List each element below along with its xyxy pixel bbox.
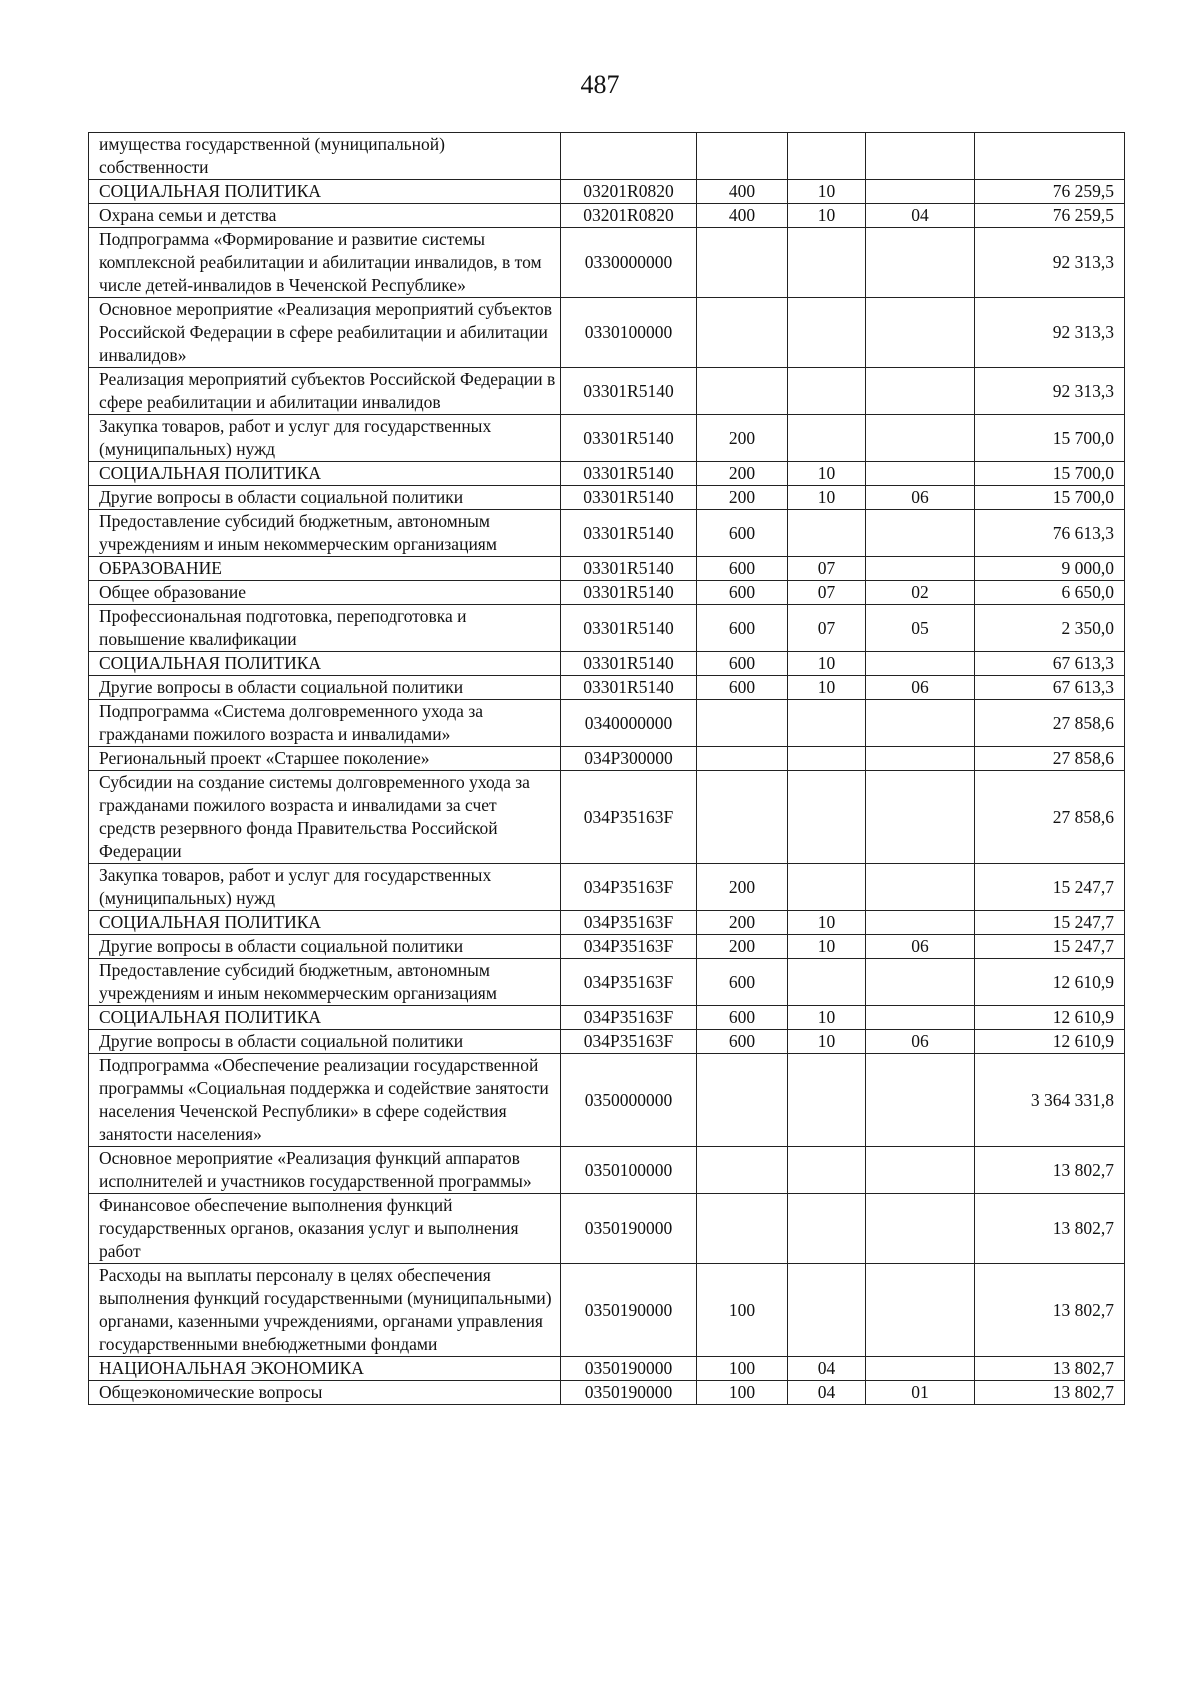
row-amount: 12 610,9 — [975, 1030, 1125, 1054]
row-code: 03301R5140 — [561, 676, 697, 700]
table-row — [89, 1381, 1125, 1405]
row-code: 034P35163F — [561, 864, 697, 911]
table-row — [89, 771, 1125, 864]
row-subsection — [866, 298, 975, 368]
row-expense-type: 600 — [697, 557, 788, 581]
row-name: Другие вопросы в области социальной политики — [89, 935, 561, 959]
row-amount: 27 858,6 — [975, 771, 1125, 864]
table-row — [89, 959, 1125, 1006]
row-code: 0350190000 — [561, 1194, 697, 1264]
row-amount: 76 259,5 — [975, 180, 1125, 204]
row-amount: 15 247,7 — [975, 864, 1125, 911]
row-amount: 15 247,7 — [975, 935, 1125, 959]
row-code: 03301R5140 — [561, 462, 697, 486]
row-amount: 27 858,6 — [975, 747, 1125, 771]
table-row — [89, 700, 1125, 747]
row-section: 10 — [788, 486, 866, 510]
row-subsection: 02 — [866, 581, 975, 605]
row-name: Подпрограмма «Обеспечение реализации государственной программы «Социальная поддержка и содействие занятости населения Чеченской Республики» в сфере содействия занятости населения» — [89, 1054, 561, 1147]
row-subsection — [866, 747, 975, 771]
row-section: 10 — [788, 204, 866, 228]
row-amount: 92 313,3 — [975, 368, 1125, 415]
row-code: 034P300000 — [561, 747, 697, 771]
row-amount: 3 364 331,8 — [975, 1054, 1125, 1147]
row-code: 034P35163F — [561, 911, 697, 935]
row-code: 03301R5140 — [561, 415, 697, 462]
row-subsection — [866, 462, 975, 486]
row-section: 10 — [788, 652, 866, 676]
row-name: СОЦИАЛЬНАЯ ПОЛИТИКА — [89, 1006, 561, 1030]
row-section — [788, 747, 866, 771]
row-amount: 13 802,7 — [975, 1264, 1125, 1357]
table-row — [89, 864, 1125, 911]
row-expense-type: 100 — [697, 1381, 788, 1405]
table-row — [89, 911, 1125, 935]
row-section — [788, 700, 866, 747]
row-name: Реализация мероприятий субъектов Российской Федерации в сфере реабилитации и абилитации инвалидов — [89, 368, 561, 415]
row-expense-type: 600 — [697, 959, 788, 1006]
row-code — [561, 133, 697, 180]
row-name: Общеэкономические вопросы — [89, 1381, 561, 1405]
table-row — [89, 605, 1125, 652]
row-code: 034P35163F — [561, 959, 697, 1006]
row-section — [788, 228, 866, 298]
table-row — [89, 1194, 1125, 1264]
row-expense-type: 200 — [697, 911, 788, 935]
row-code: 034P35163F — [561, 1030, 697, 1054]
table-row — [89, 1357, 1125, 1381]
row-expense-type — [697, 771, 788, 864]
row-section — [788, 771, 866, 864]
table-row — [89, 204, 1125, 228]
row-name: Другие вопросы в области социальной политики — [89, 1030, 561, 1054]
row-section: 10 — [788, 1006, 866, 1030]
row-section: 10 — [788, 180, 866, 204]
table-row — [89, 1030, 1125, 1054]
table-row — [89, 462, 1125, 486]
table-row — [89, 298, 1125, 368]
row-subsection: 05 — [866, 605, 975, 652]
row-code: 034P35163F — [561, 935, 697, 959]
row-subsection: 06 — [866, 486, 975, 510]
row-name: Общее образование — [89, 581, 561, 605]
row-expense-type: 200 — [697, 935, 788, 959]
row-expense-type: 400 — [697, 204, 788, 228]
row-code: 0350000000 — [561, 1054, 697, 1147]
row-subsection — [866, 180, 975, 204]
row-subsection: 01 — [866, 1381, 975, 1405]
row-section: 10 — [788, 935, 866, 959]
row-code: 034P35163F — [561, 771, 697, 864]
row-subsection: 04 — [866, 204, 975, 228]
row-amount: 9 000,0 — [975, 557, 1125, 581]
row-subsection — [866, 1147, 975, 1194]
row-subsection — [866, 652, 975, 676]
table-row — [89, 676, 1125, 700]
row-expense-type: 100 — [697, 1264, 788, 1357]
table-row — [89, 510, 1125, 557]
row-subsection — [866, 700, 975, 747]
row-amount: 6 650,0 — [975, 581, 1125, 605]
row-amount — [975, 133, 1125, 180]
row-amount: 13 802,7 — [975, 1147, 1125, 1194]
row-name: Основное мероприятие «Реализация функций аппаратов исполнителей и участников государственной программы» — [89, 1147, 561, 1194]
table-row — [89, 1006, 1125, 1030]
row-amount: 92 313,3 — [975, 228, 1125, 298]
row-code: 03301R5140 — [561, 605, 697, 652]
budget-table — [88, 132, 1125, 1405]
table-row — [89, 486, 1125, 510]
row-code: 03201R0820 — [561, 180, 697, 204]
row-amount: 92 313,3 — [975, 298, 1125, 368]
row-expense-type: 200 — [697, 486, 788, 510]
row-section — [788, 133, 866, 180]
row-subsection — [866, 959, 975, 1006]
row-code: 0350190000 — [561, 1381, 697, 1405]
row-name: Закупка товаров, работ и услуг для государственных (муниципальных) нужд — [89, 415, 561, 462]
row-amount: 13 802,7 — [975, 1381, 1125, 1405]
row-expense-type: 600 — [697, 605, 788, 652]
row-subsection — [866, 368, 975, 415]
row-name: Закупка товаров, работ и услуг для государственных (муниципальных) нужд — [89, 864, 561, 911]
row-code: 0350190000 — [561, 1264, 697, 1357]
row-amount: 12 610,9 — [975, 959, 1125, 1006]
table-row — [89, 133, 1125, 180]
row-amount: 67 613,3 — [975, 652, 1125, 676]
row-name: Финансовое обеспечение выполнения функций государственных органов, оказания услуг и выполнения работ — [89, 1194, 561, 1264]
table-row — [89, 1054, 1125, 1147]
table-row — [89, 581, 1125, 605]
row-code: 0350100000 — [561, 1147, 697, 1194]
row-subsection: 06 — [866, 935, 975, 959]
row-code: 03301R5140 — [561, 557, 697, 581]
row-expense-type — [697, 747, 788, 771]
row-amount: 27 858,6 — [975, 700, 1125, 747]
row-amount: 15 247,7 — [975, 911, 1125, 935]
row-section — [788, 1147, 866, 1194]
row-section — [788, 1054, 866, 1147]
row-expense-type: 600 — [697, 1030, 788, 1054]
row-name: СОЦИАЛЬНАЯ ПОЛИТИКА — [89, 911, 561, 935]
table-row — [89, 935, 1125, 959]
row-name: Охрана семьи и детства — [89, 204, 561, 228]
row-section: 10 — [788, 911, 866, 935]
row-code: 03301R5140 — [561, 486, 697, 510]
row-amount: 13 802,7 — [975, 1357, 1125, 1381]
row-subsection — [866, 415, 975, 462]
table-row — [89, 1147, 1125, 1194]
row-amount: 76 259,5 — [975, 204, 1125, 228]
row-subsection — [866, 1054, 975, 1147]
table-row — [89, 180, 1125, 204]
row-expense-type: 200 — [697, 864, 788, 911]
row-name: Предоставление субсидий бюджетным, автономным учреждениям и иным некоммерческим организациям — [89, 959, 561, 1006]
row-subsection — [866, 864, 975, 911]
row-name: Основное мероприятие «Реализация мероприятий субъектов Российской Федерации в сфере реабилитации и абилитации инвалидов» — [89, 298, 561, 368]
row-name: НАЦИОНАЛЬНАЯ ЭКОНОМИКА — [89, 1357, 561, 1381]
row-amount: 2 350,0 — [975, 605, 1125, 652]
row-section — [788, 298, 866, 368]
row-code: 03301R5140 — [561, 652, 697, 676]
row-name: СОЦИАЛЬНАЯ ПОЛИТИКА — [89, 180, 561, 204]
row-expense-type: 600 — [697, 581, 788, 605]
row-section — [788, 368, 866, 415]
row-subsection — [866, 228, 975, 298]
row-section: 07 — [788, 605, 866, 652]
row-subsection — [866, 1357, 975, 1381]
row-expense-type — [697, 1147, 788, 1194]
row-expense-type: 600 — [697, 652, 788, 676]
row-subsection — [866, 911, 975, 935]
row-expense-type — [697, 228, 788, 298]
row-code: 034P35163F — [561, 1006, 697, 1030]
row-name: Профессиональная подготовка, переподготовка и повышение квалификации — [89, 605, 561, 652]
row-section: 04 — [788, 1357, 866, 1381]
row-subsection — [866, 1006, 975, 1030]
table-row — [89, 747, 1125, 771]
row-subsection — [866, 510, 975, 557]
row-expense-type — [697, 700, 788, 747]
row-code: 03201R0820 — [561, 204, 697, 228]
row-section — [788, 1194, 866, 1264]
row-name: Региональный проект «Старшее поколение» — [89, 747, 561, 771]
row-section — [788, 510, 866, 557]
row-name: Другие вопросы в области социальной политики — [89, 676, 561, 700]
row-expense-type — [697, 1054, 788, 1147]
row-expense-type: 600 — [697, 510, 788, 557]
row-subsection — [866, 557, 975, 581]
row-code: 0330000000 — [561, 228, 697, 298]
row-section: 04 — [788, 1381, 866, 1405]
row-name: Субсидии на создание системы долговременного ухода за гражданами пожилого возраста и инвалидами за счет средств резервного фонда Правительства Российской Федерации — [89, 771, 561, 864]
row-name: Другие вопросы в области социальной политики — [89, 486, 561, 510]
row-amount: 12 610,9 — [975, 1006, 1125, 1030]
row-section: 07 — [788, 557, 866, 581]
table-row — [89, 228, 1125, 298]
row-code: 0340000000 — [561, 700, 697, 747]
row-amount: 76 613,3 — [975, 510, 1125, 557]
row-code: 03301R5140 — [561, 510, 697, 557]
row-name: Предоставление субсидий бюджетным, автономным учреждениям и иным некоммерческим организациям — [89, 510, 561, 557]
row-expense-type: 400 — [697, 180, 788, 204]
row-expense-type — [697, 1194, 788, 1264]
table-row — [89, 415, 1125, 462]
row-name: СОЦИАЛЬНАЯ ПОЛИТИКА — [89, 462, 561, 486]
row-name: Подпрограмма «Система долговременного ухода за гражданами пожилого возраста и инвалидами» — [89, 700, 561, 747]
page-number: 487 — [580, 70, 620, 99]
row-expense-type: 100 — [697, 1357, 788, 1381]
row-expense-type: 200 — [697, 462, 788, 486]
row-subsection — [866, 133, 975, 180]
row-amount: 15 700,0 — [975, 462, 1125, 486]
row-expense-type — [697, 368, 788, 415]
row-subsection — [866, 771, 975, 864]
row-amount: 15 700,0 — [975, 486, 1125, 510]
row-code: 03301R5140 — [561, 581, 697, 605]
row-subsection — [866, 1264, 975, 1357]
row-name: СОЦИАЛЬНАЯ ПОЛИТИКА — [89, 652, 561, 676]
row-expense-type: 200 — [697, 415, 788, 462]
row-amount: 67 613,3 — [975, 676, 1125, 700]
row-section — [788, 1264, 866, 1357]
row-name: Подпрограмма «Формирование и развитие системы комплексной реабилитации и абилитации инвалидов, в том числе детей-инвалидов в Чеченской Республике» — [89, 228, 561, 298]
row-section: 07 — [788, 581, 866, 605]
row-expense-type — [697, 298, 788, 368]
row-expense-type: 600 — [697, 676, 788, 700]
row-section: 10 — [788, 1030, 866, 1054]
row-amount: 15 700,0 — [975, 415, 1125, 462]
row-expense-type: 600 — [697, 1006, 788, 1030]
row-section: 10 — [788, 462, 866, 486]
row-section: 10 — [788, 676, 866, 700]
row-subsection — [866, 1194, 975, 1264]
row-name: имущества государственной (муниципальной) собственности — [89, 133, 561, 180]
table-row — [89, 557, 1125, 581]
row-section — [788, 415, 866, 462]
row-name: Расходы на выплаты персоналу в целях обеспечения выполнения функций государственными (муниципальными) органами, казенными учреждениями, органами управления государственными внебюджетными фондами — [89, 1264, 561, 1357]
row-code: 0330100000 — [561, 298, 697, 368]
budget-table-body — [89, 133, 1125, 1405]
row-code: 0350190000 — [561, 1357, 697, 1381]
table-row — [89, 1264, 1125, 1357]
row-subsection: 06 — [866, 1030, 975, 1054]
row-expense-type — [697, 133, 788, 180]
table-row — [89, 652, 1125, 676]
row-subsection: 06 — [866, 676, 975, 700]
row-section — [788, 864, 866, 911]
table-row — [89, 368, 1125, 415]
row-code: 03301R5140 — [561, 368, 697, 415]
row-amount: 13 802,7 — [975, 1194, 1125, 1264]
row-name: ОБРАЗОВАНИЕ — [89, 557, 561, 581]
row-section — [788, 959, 866, 1006]
